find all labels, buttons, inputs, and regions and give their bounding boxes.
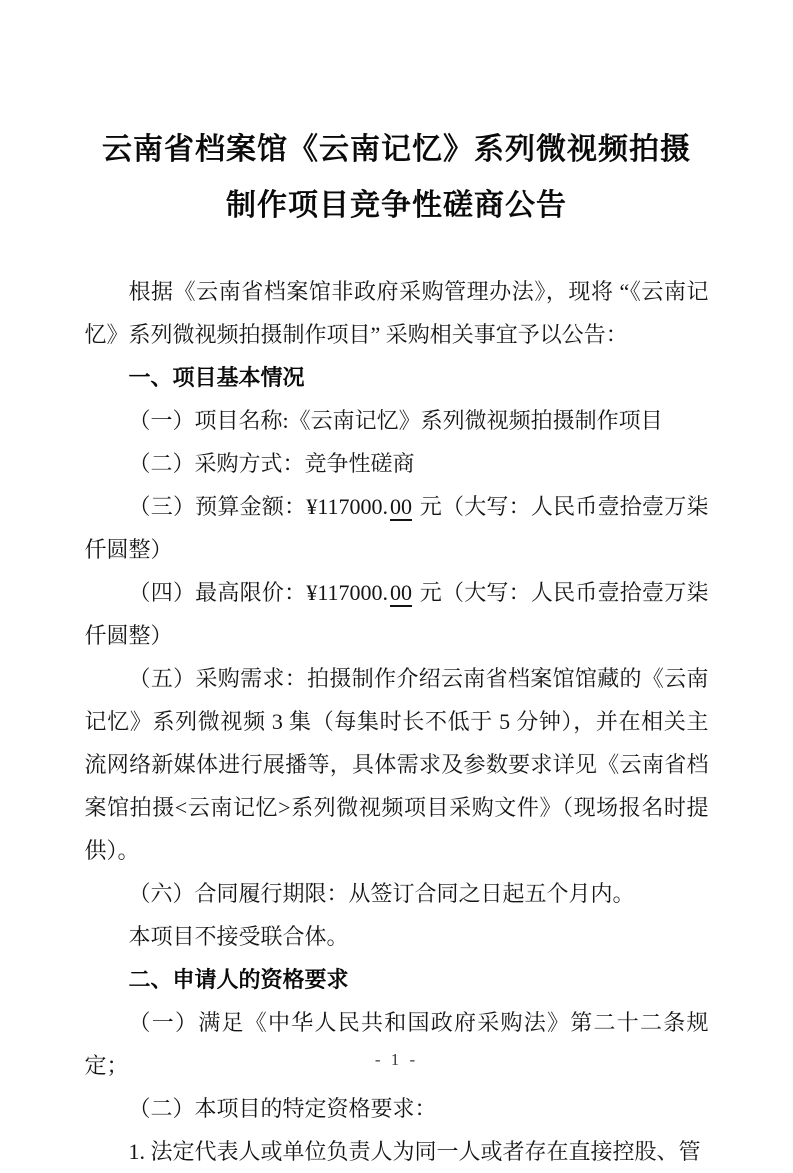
no-consortium-note: 本项目不接受联合体。: [128, 924, 349, 949]
section1-heading: 一、项目基本情况: [128, 365, 305, 390]
max-price-item: [85, 571, 709, 657]
qualification-item-1: （一）满足《中华人民共和国政府采购法》第二十二条规定；: [84, 1010, 709, 1078]
document-title: [0, 0, 793, 234]
document-title-line-1: 云南省档案馆《云南记忆》系列微视频拍摄: [102, 133, 691, 166]
document-title-line-2: 制作项目竞争性磋商公告: [226, 189, 567, 222]
budget-suffix: 元（大写：人民币壹拾壹万柒仟圆整）: [84, 494, 709, 562]
max-price-suffix: 元（大写：人民币壹拾壹万柒仟圆整）: [84, 580, 709, 648]
document-body: [85, 270, 709, 1173]
max-price-prefix: （四）最高限价：¥117000.: [128, 580, 389, 605]
qualification-item-2: （二）本项目的特定资格要求：: [128, 1096, 437, 1121]
page-number: - 1 -: [374, 1050, 419, 1069]
project-name-item: （一）项目名称:《云南记忆》系列微视频拍摄制作项目: [128, 408, 663, 433]
max-price-cents: 00: [390, 580, 413, 605]
budget-prefix: （三）预算金额：¥117000.: [128, 494, 389, 519]
intro-paragraph: 根据《云南省档案馆非政府采购管理办法》，现将 “《云南记忆》系列微视频拍摄制作项目” 采购相关事宜予以公告：: [84, 279, 709, 347]
budget-item: [85, 485, 709, 571]
budget-cents: 00: [390, 494, 413, 519]
section2-heading: 二、申请人的资格要求: [128, 967, 349, 992]
procurement-method-item: （二）采购方式：竞争性磋商: [128, 451, 415, 476]
contract-period-item: （六）合同履行期限：从签订合同之日起五个月内。: [128, 881, 635, 906]
qualification-sub-item-1: 1. 法定代表人或单位负责人为同一人或者存在直接控股、管: [128, 1139, 701, 1164]
procurement-requirement-item: （五）采购需求：拍摄制作介绍云南省档案馆馆藏的《云南记忆》系列微视频 3 集（每集时长不低于 5 分钟），并在相关主流网络新媒体进行展播等，具体需求及参数要求详见《云南省档案馆拍摄<云南记忆>系列微视频项目采购文件》（现场报名时提供）。: [84, 666, 709, 863]
